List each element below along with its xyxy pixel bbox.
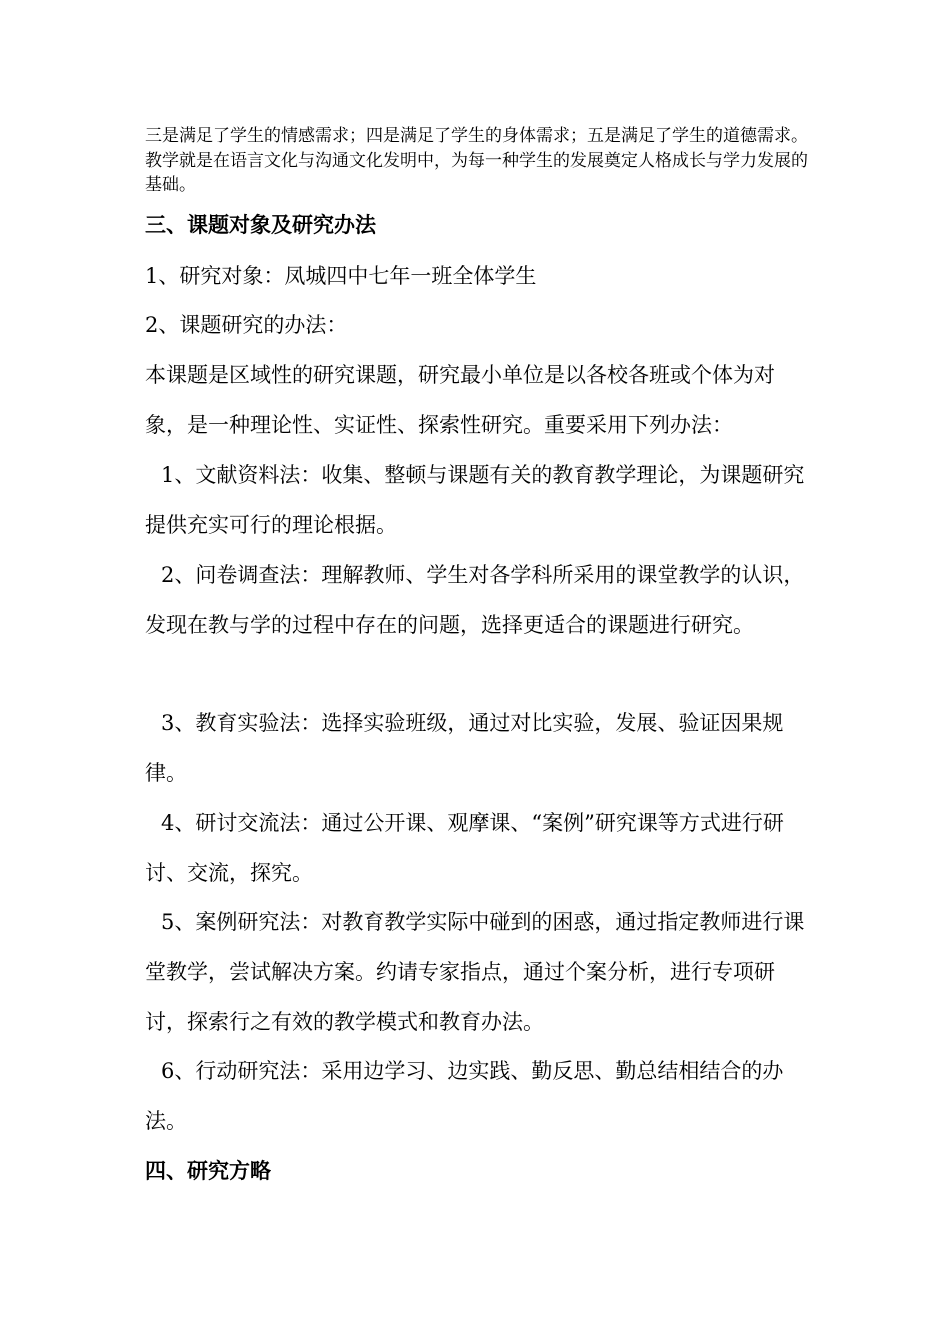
method-action-research: 6、行动研究法：采用边学习、边实践、勤反思、勤总结相结合的办法。 [145, 1059, 784, 1133]
method-discussion: 4、研讨交流法：通过公开课、观摩课、“案例”研究课等方式进行研讨、交流，探究。 [145, 811, 784, 885]
research-method-item: 2、课题研究的办法： [145, 313, 348, 337]
research-subject-item: 1、研究对象：凤城四中七年一班全体学生 [145, 264, 537, 288]
section-4-heading: 四、研究方略 [145, 1158, 271, 1183]
method-experiment: 3、教育实验法：选择实验班级，通过对比实验，发展、验证因果规律。 [145, 711, 784, 785]
section-3-heading: 三、课题对象及研究办法 [145, 212, 376, 237]
method-literature: 1、文献资料法：收集、整顿与课题有关的教育教学理论，为课题研究提供充实可行的理论根据。 [145, 463, 805, 537]
intro-paragraph: 三是满足了学生的情感需求；四是满足了学生的身体需求；五是满足了学生的道德需求。教学就是在语言文化与沟通文化发明中，为每一种学生的发展奠定人格成长与学力发展的基础。 [145, 126, 808, 195]
overview-paragraph: 本课题是区域性的研究课题，研究最小单位是以各校各班或个体为对象，是一种理论性、实证性、探索性研究。重要采用下列办法： [145, 363, 775, 437]
method-questionnaire: 2、问卷调查法：理解教师、学生对各学科所采用的课堂教学的认识，发现在教与学的过程中存在的问题，选择更适合的课题进行研究。 [145, 563, 805, 637]
method-case-study: 5、案例研究法：对教育教学实际中碰到的困惑，通过指定教师进行课堂教学，尝试解决方案。约请专家指点，通过个案分析，进行专项研讨，探索行之有效的教学模式和教育办法。 [145, 910, 805, 1034]
